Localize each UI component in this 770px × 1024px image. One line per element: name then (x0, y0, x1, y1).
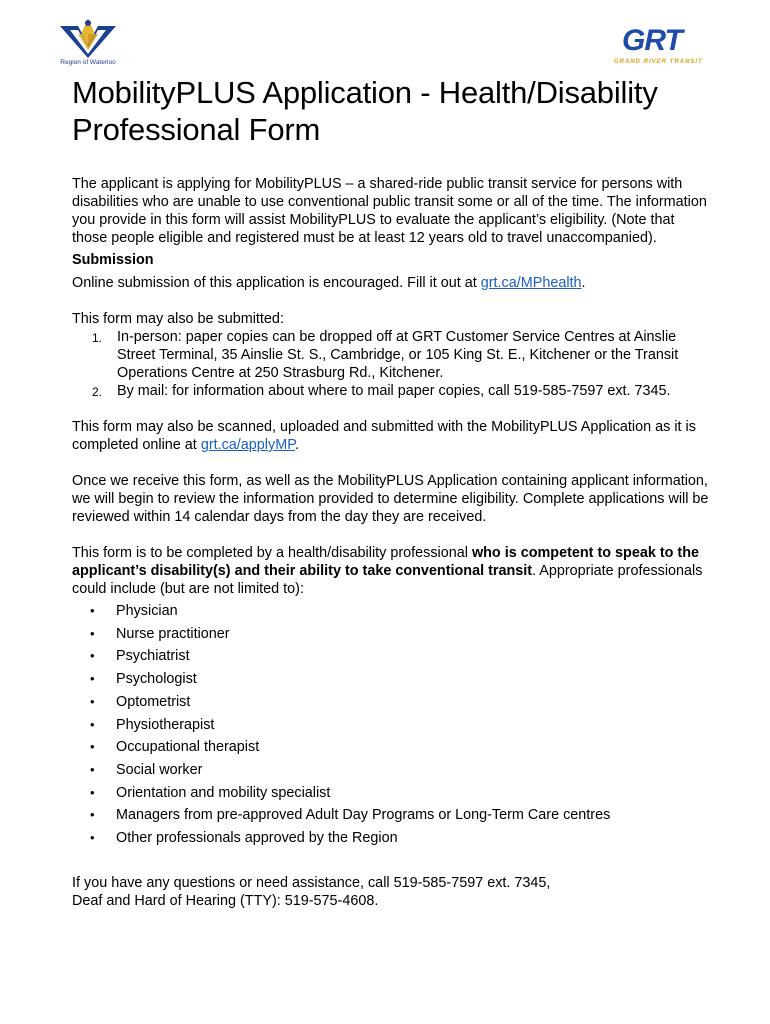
receive-review-paragraph: Once we receive this form, as well as the MobilityPLUS Application containing applicant information, we will begin to review the information provided to determine eligibility. Complete applications will be reviewed within 14 calendar days from the day they are received. (72, 473, 709, 525)
bullet-icon: • (90, 761, 95, 777)
professional-name: Managers from pre-approved Adult Day Programs or Long-Term Care centres (116, 807, 611, 824)
competence-bold-text: who is competent to speak to the applicant’s disability(s) and their ability to take conventional transit (72, 545, 700, 579)
region-logo-caption: Region of Waterloo (60, 59, 116, 66)
competence-text-end: . Appropriate professionals could include (but are not limited to): (72, 563, 703, 597)
contact-line-2: Deaf and Hard of Hearing (TTY): 519-575-4608. (72, 892, 379, 909)
bullet-icon: • (90, 648, 95, 664)
professional-name: Psychiatrist (116, 648, 190, 665)
submission-heading: Submission (72, 252, 154, 268)
page-title: MobilityPLUS Application - Health/Disability Professional Form (72, 75, 658, 147)
list-item (72, 804, 712, 827)
grt-logo-tagline: GRAND RIVER TRANSIT (614, 59, 703, 65)
professional-name: Social worker (116, 761, 203, 778)
list-item (72, 691, 712, 714)
bullet-icon: • (90, 603, 95, 618)
professional-name: Occupational therapist (116, 739, 260, 756)
bullet-icon: • (90, 830, 95, 846)
grt-logo-text: GRT (622, 24, 682, 57)
list-item (72, 623, 712, 646)
list-item (72, 759, 712, 782)
online-submission-end: . (581, 275, 586, 291)
bullet-icon: • (90, 739, 95, 755)
professionals-list (72, 600, 712, 850)
region-logo-mark-icon (56, 14, 120, 60)
list-item (72, 382, 712, 400)
method-text: By mail: for information about where to mail paper copies, call 519-585-7597 ext. 7345. (117, 383, 671, 399)
list-item (72, 827, 712, 850)
region-of-waterloo-logo (56, 14, 120, 70)
professional-name: Orientation and mobility specialist (116, 784, 331, 801)
bullet-icon: • (90, 807, 95, 823)
professional-name: Optometrist (116, 693, 191, 710)
list-item (72, 328, 712, 382)
list-item (72, 714, 712, 737)
intro-paragraph: The applicant is applying for MobilityPLUS – a shared-ride public transit service for persons with disabilities who are unable to use conventional public transit some or all of the time. The information you provide in this form will assist MobilityPLUS to evaluate the applicant’s eligibility. (Note that those people eligible and registered must be at least 12 years old to travel unaccompanied). (72, 176, 707, 246)
professional-name: Physician (116, 603, 178, 619)
scan-upload-text: This form may also be scanned, uploaded and submitted with the MobilityPLUS Application as it is completed online at (72, 419, 696, 453)
bullet-icon: • (90, 693, 95, 709)
list-number: 2. (92, 385, 103, 399)
document-body (72, 175, 712, 910)
online-submission-text: Online submission of this application is encouraged. Fill it out at (72, 275, 481, 291)
scan-upload-end: . (294, 437, 299, 453)
bullet-icon: • (90, 784, 95, 800)
method-text: In-person: paper copies can be dropped off at GRT Customer Service Centres at Ainslie Street Terminal, 35 Ainslie St. S., Cambridge, or 105 King St. E., Kitchener or the Transit Operations Centre at 250 Strasburg Rd., Kitchener. (117, 329, 679, 381)
scan-upload-paragraph (72, 418, 712, 454)
professional-name: Nurse practitioner (116, 625, 230, 642)
applymp-link[interactable]: grt.ca/applyMP (200, 437, 295, 453)
bullet-icon: • (90, 671, 95, 687)
bullet-icon: • (90, 625, 95, 641)
competence-paragraph (72, 544, 712, 598)
professional-name: Psychologist (116, 671, 197, 688)
professional-name: Other professionals approved by the Region (116, 830, 398, 847)
list-item (72, 736, 712, 759)
also-submitted-text: This form may also be submitted: (72, 311, 284, 327)
bullet-icon: • (90, 716, 95, 732)
online-submission-paragraph (72, 274, 712, 292)
grt-logo (612, 26, 708, 68)
submission-methods-list (72, 328, 712, 400)
professional-name: Physiotherapist (116, 716, 215, 733)
list-item (72, 668, 712, 691)
competence-text: This form is to be completed by a health/disability professional (72, 545, 472, 561)
list-item (72, 600, 712, 623)
list-number: 1. (92, 331, 103, 345)
list-item (72, 782, 712, 805)
contact-line-1: If you have any questions or need assistance, call 519-585-7597 ext. 7345, (72, 874, 551, 891)
list-item (72, 645, 712, 668)
mphealth-link[interactable]: grt.ca/MPhealth (480, 275, 582, 291)
